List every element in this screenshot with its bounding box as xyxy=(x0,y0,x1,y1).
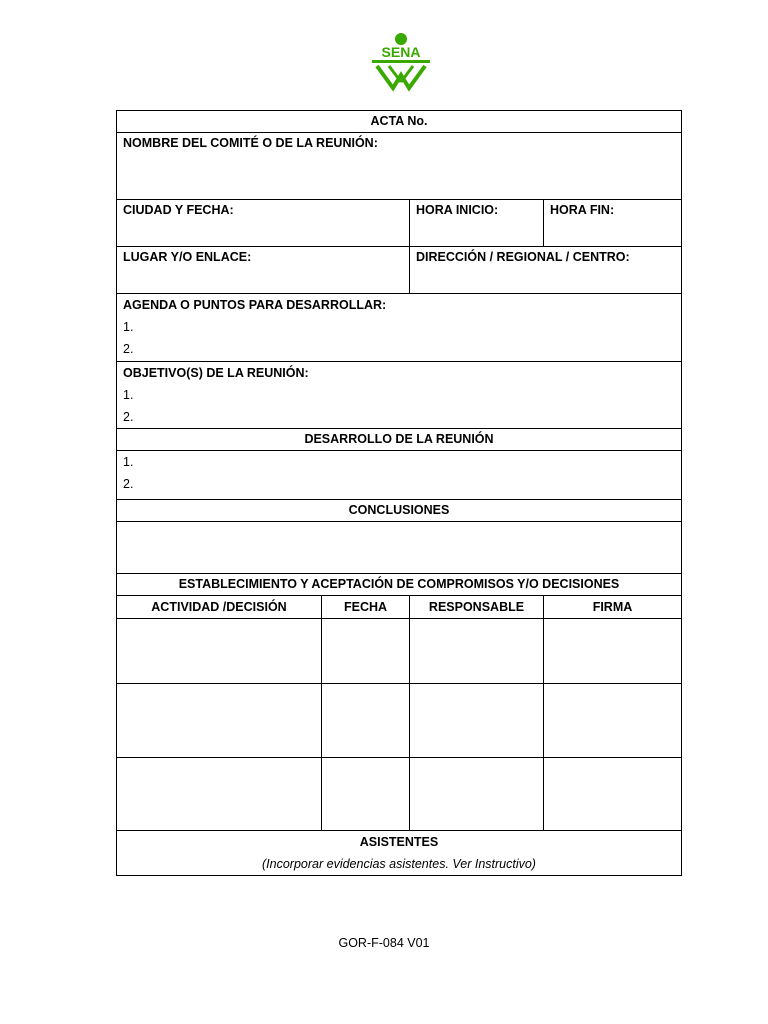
conclusions-field[interactable] xyxy=(117,522,682,574)
agenda-item: 2. xyxy=(123,342,134,356)
agenda-section[interactable] xyxy=(117,294,682,362)
agenda-label: AGENDA O PUNTOS PARA DESARROLLAR: xyxy=(123,298,387,312)
signature-cell[interactable] xyxy=(544,758,682,831)
commitment-row xyxy=(117,684,682,758)
date-cell[interactable] xyxy=(322,619,410,684)
place-link-field[interactable]: LUGAR Y/O ENLACE: xyxy=(117,247,410,294)
activity-cell[interactable] xyxy=(117,619,322,684)
development-section[interactable] xyxy=(117,451,682,500)
committee-name-field[interactable]: NOMBRE DEL COMITÉ O DE LA REUNIÓN: xyxy=(117,133,682,200)
development-label: DESARROLLO DE LA REUNIÓN xyxy=(117,429,682,451)
development-item: 1. xyxy=(123,455,134,469)
commitment-row xyxy=(117,619,682,684)
attendees-label: ASISTENTES xyxy=(359,835,439,849)
responsible-cell[interactable] xyxy=(410,758,544,831)
date-cell[interactable] xyxy=(322,684,410,758)
acta-form xyxy=(116,110,682,876)
attendees-section[interactable] xyxy=(117,831,682,876)
development-item: 2. xyxy=(123,477,134,491)
column-header-date: FECHA xyxy=(322,596,410,619)
column-header-activity: ACTIVIDAD /DECISIÓN xyxy=(117,596,322,619)
agenda-item: 1. xyxy=(123,320,134,334)
conclusions-label: CONCLUSIONES xyxy=(117,500,682,522)
acta-number-label: ACTA No. xyxy=(117,111,682,133)
logo-text: SENA xyxy=(381,44,421,60)
activity-cell[interactable] xyxy=(117,758,322,831)
activity-cell[interactable] xyxy=(117,684,322,758)
objectives-label: OBJETIVO(S) DE LA REUNIÓN: xyxy=(123,366,309,380)
signature-cell[interactable] xyxy=(544,684,682,758)
column-header-responsible: RESPONSABLE xyxy=(410,596,544,619)
start-time-field[interactable]: HORA INICIO: xyxy=(410,200,544,247)
responsible-cell[interactable] xyxy=(410,619,544,684)
direction-field[interactable]: DIRECCIÓN / REGIONAL / CENTRO: xyxy=(410,247,682,294)
responsible-cell[interactable] xyxy=(410,684,544,758)
objective-item: 1. xyxy=(123,388,134,402)
commitment-row xyxy=(117,758,682,831)
attendees-note: (Incorporar evidencias asistentes. Ver Instructivo) xyxy=(262,857,536,871)
objective-item: 2. xyxy=(123,410,134,424)
column-header-signature: FIRMA xyxy=(544,596,682,619)
objectives-section[interactable] xyxy=(117,362,682,429)
date-cell[interactable] xyxy=(322,758,410,831)
city-date-field[interactable]: CIUDAD Y FECHA: xyxy=(117,200,410,247)
end-time-field[interactable]: HORA FIN: xyxy=(544,200,682,247)
signature-cell[interactable] xyxy=(544,619,682,684)
form-code: GOR-F-084 V01 xyxy=(338,936,430,950)
sena-logo-icon xyxy=(369,32,433,92)
sena-logo xyxy=(369,32,433,92)
commitments-label: ESTABLECIMIENTO Y ACEPTACIÓN DE COMPROMISOS Y/O DECISIONES xyxy=(117,574,682,596)
